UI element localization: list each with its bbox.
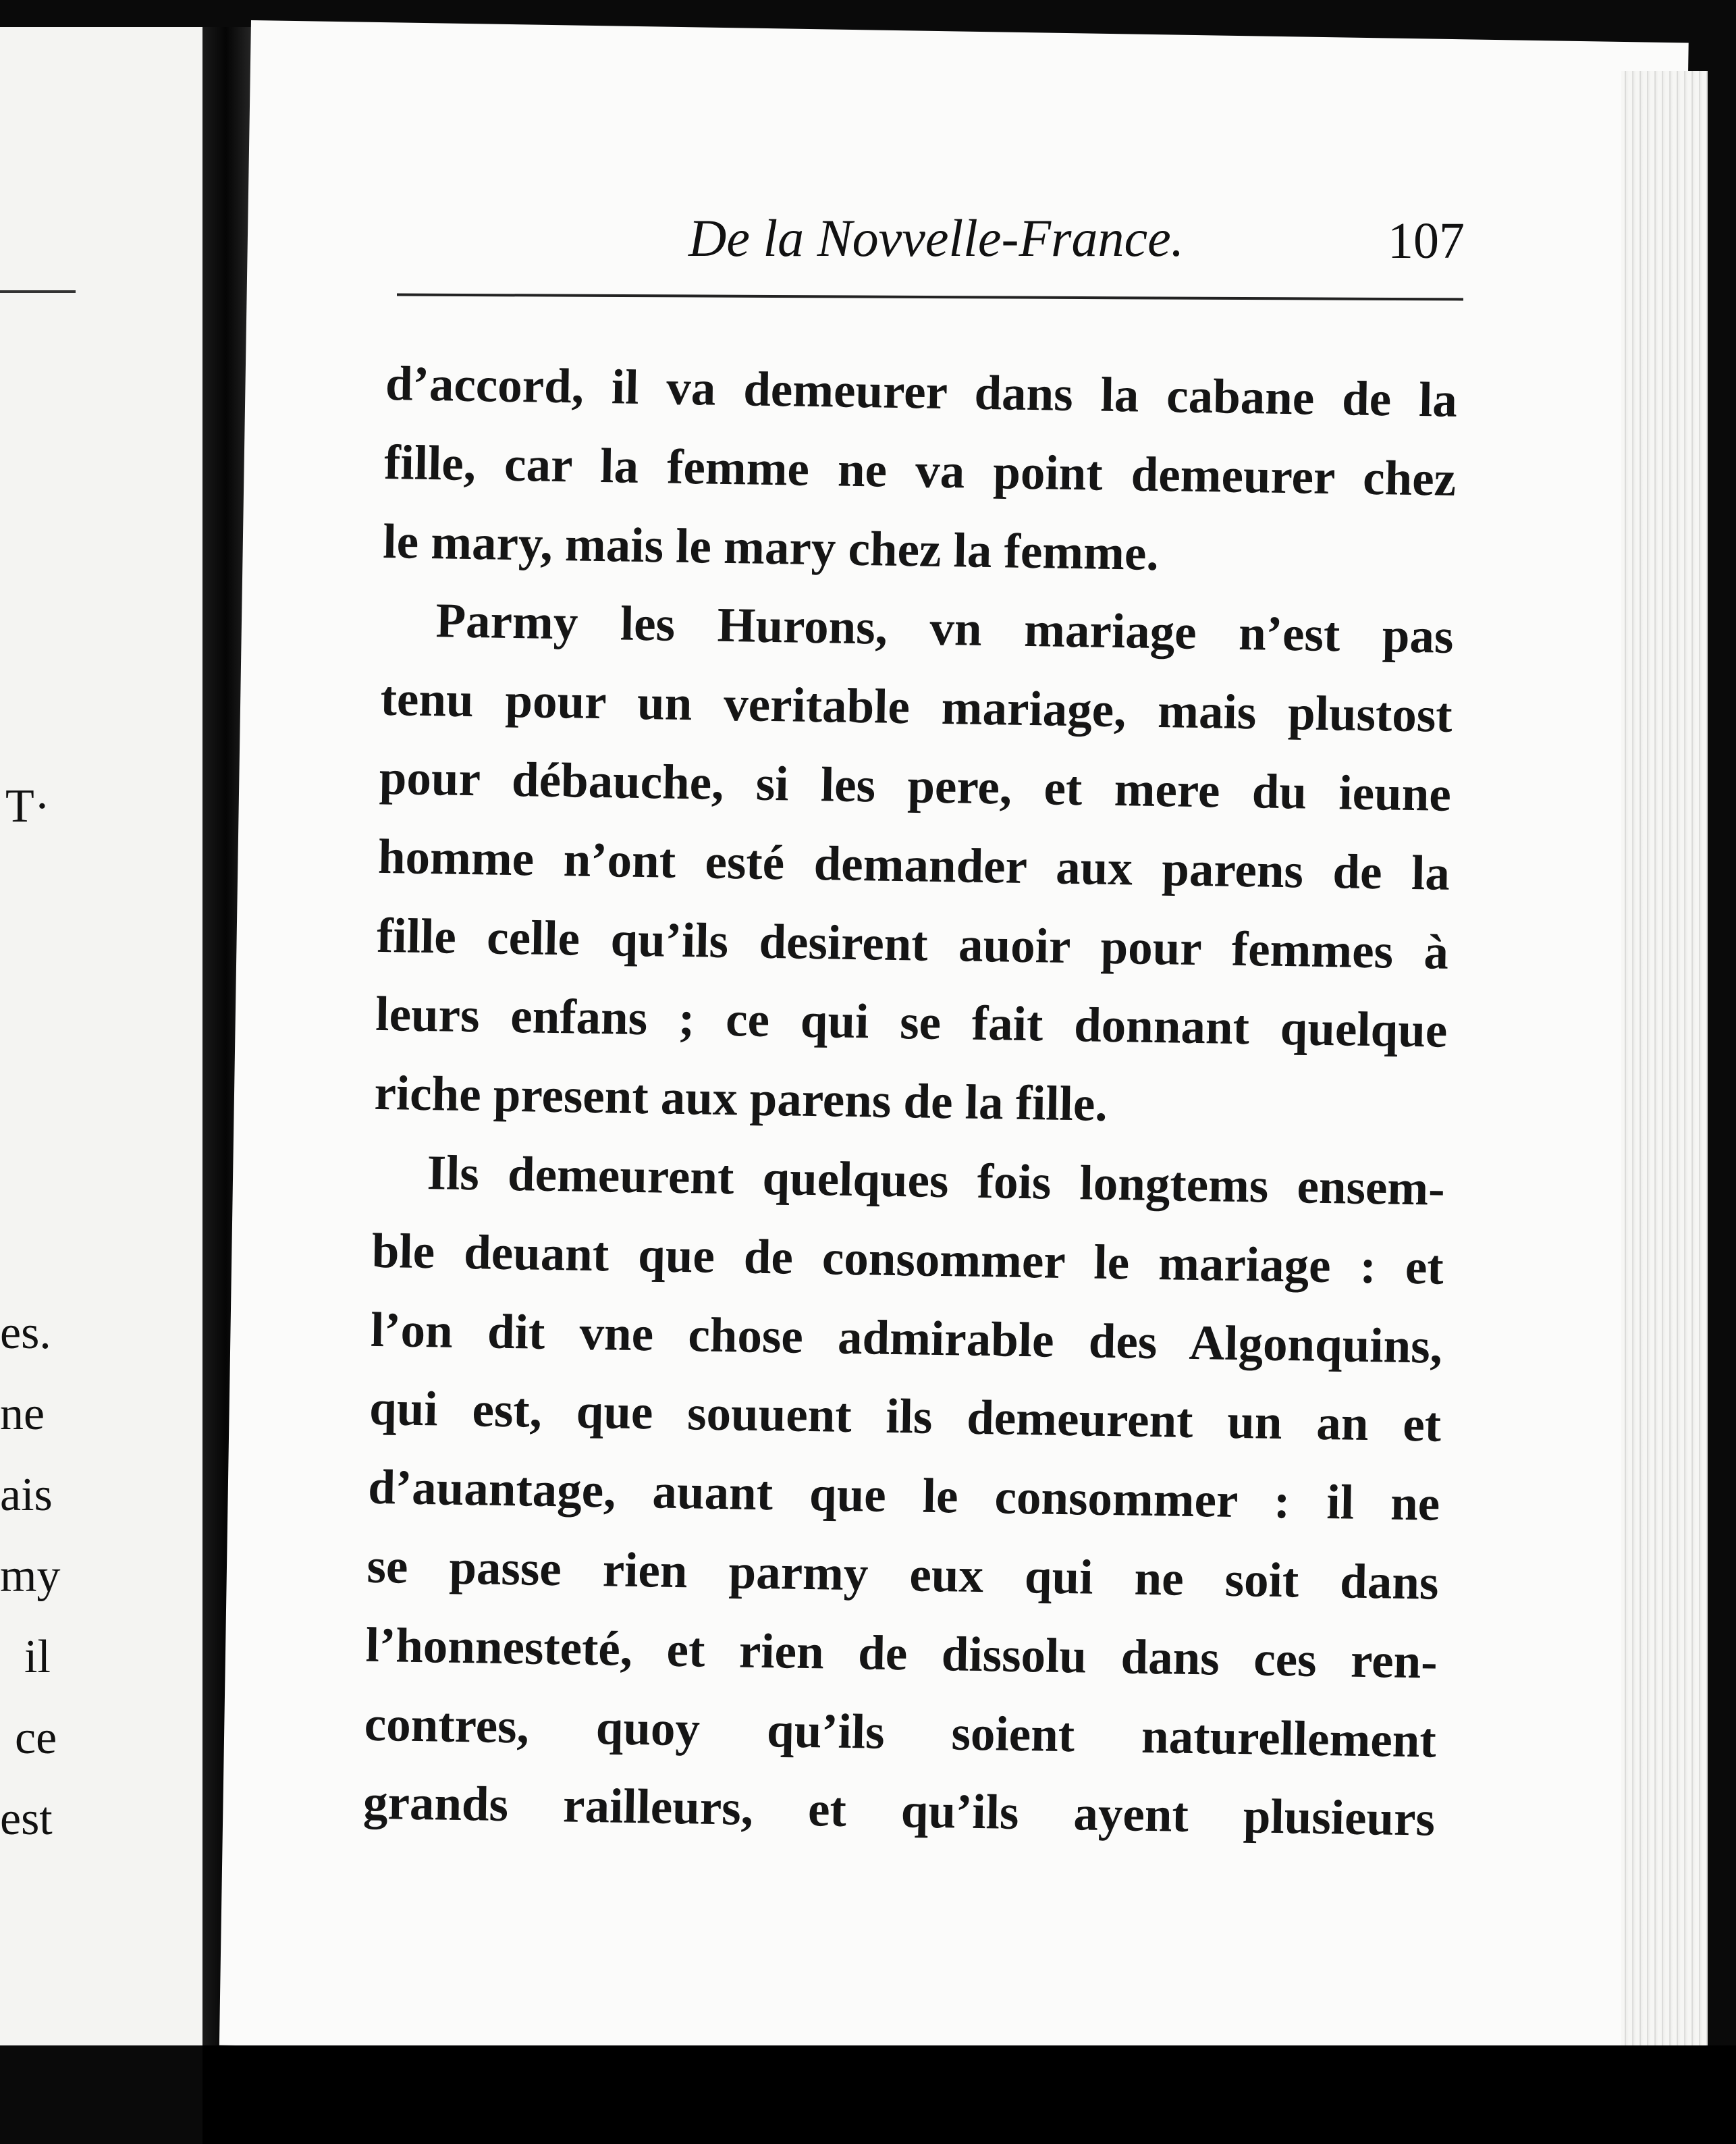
- running-title: De la Novvelle-France.: [688, 209, 1185, 267]
- body-text: [362, 344, 1458, 1859]
- text-line: pour débauche, si les pere, et mere du ieune: [379, 749, 1452, 822]
- previous-page-text-fragment: ne: [0, 1388, 45, 1440]
- text-line: fille celle qu’ils desirent auoir pour femmes à: [376, 907, 1449, 980]
- text-line: contres, quoy qu’ils soient naturellement: [364, 1696, 1437, 1768]
- previous-page-text-fragment: my: [0, 1550, 61, 1602]
- text-line: fille, car la femme ne va point demeurer chez: [383, 434, 1457, 506]
- previous-page-text-fragment: T·: [5, 780, 51, 832]
- paragraph-first-line: Ils demeurent quelques fois longtems ensem-: [427, 1145, 1446, 1216]
- previous-page-text-fragment: est: [0, 1793, 53, 1845]
- text-line: grands railleurs, et qu’ils ayent plusieurs: [362, 1775, 1436, 1847]
- paragraph-first-line: Parmy les Hurons, vn mariage n’est pas: [435, 593, 1455, 664]
- page-number: 107: [1388, 213, 1465, 269]
- previous-page-text-fragment: ce: [15, 1712, 57, 1764]
- text-line: tenu pour un veritable mariage, mais plustost: [380, 671, 1453, 743]
- previous-page-text-fragment: il: [24, 1631, 51, 1683]
- text-line: se passe rien parmy eux qui ne soit dans: [366, 1538, 1440, 1610]
- text-line: le mary, mais le mary chez la femme.: [382, 513, 1160, 581]
- scan-bottom-border: [202, 2045, 1736, 2144]
- text-line: d’accord, il va demeurer dans la cabane de la: [385, 355, 1458, 427]
- text-line: d’auantage, auant que le consommer : il ne: [367, 1459, 1440, 1531]
- page-edges-stack: [1621, 71, 1708, 2076]
- previous-page-text-fragment: es.: [0, 1307, 51, 1359]
- text-line: ble deuant que de consommer le mariage : et: [371, 1223, 1444, 1295]
- text-line: leurs enfans ; ce qui se fait donnant quelque: [375, 986, 1448, 1058]
- text-line: qui est, que souuent ils demeurent un an et: [369, 1381, 1442, 1453]
- text-line: homme n’ont esté demander aux parens de la: [377, 828, 1450, 901]
- text-line: l’honnesteté, et rien de dissolu dans ces ren-: [365, 1617, 1438, 1689]
- text-line: riche present aux parens de la fille.: [373, 1065, 1108, 1132]
- previous-page-text-fragment: ais: [0, 1469, 53, 1521]
- previous-page-header-rule: [0, 290, 76, 293]
- text-line: l’on dit vne chose admirable des Algonquins,: [370, 1302, 1443, 1374]
- running-header: [432, 188, 1465, 269]
